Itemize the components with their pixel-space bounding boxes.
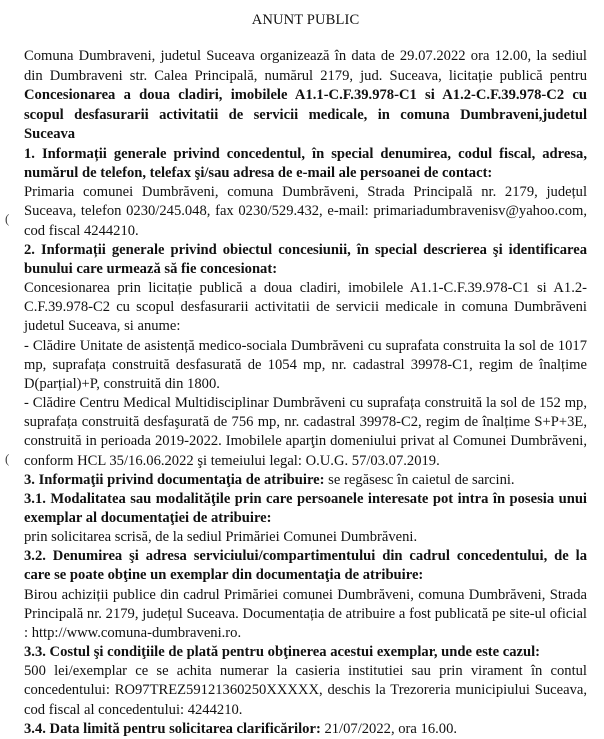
margin-mark: ( [5,451,10,466]
section-3-2-heading: 3.2. Denumirea şi adresa serviciului/compartimentului din cadrul concedentului, de la care se poate obţine un exemplar din documentaţia de atribuire: [24,548,587,584]
section-3-1 [24,490,587,547]
section-3-2 [24,547,587,643]
section-3-body: se regăsesc în caietul de sarcini. [324,471,515,488]
section-1-heading: 1. Informații generale privind concedentul, în special denumirea, codul fiscal, adresa, numărul de telefon, telefax şi/sau adresa de e-mail ale persoanei de contact: [24,146,587,182]
document-body [24,145,587,739]
section-3-2-body: Birou achiziții publice din cadrul Primăriei comunei Dumbrăveni, comuna Dumbrăveni, Strada Principală nr. 2179, județul Suceava. Documentația de atribuire a fost publicată pe site-ul oficial : http://www.comuna-dumbraveni.ro. [24,586,587,641]
section-3-heading: 3. Informaţii privind documentaţia de atribuire: [24,471,325,488]
section-3-1-body: prin solicitarea scrisă, de la sediul Primăriei Comunei Dumbrăveni. [24,529,418,546]
margin-mark: ( [5,211,10,226]
section-3-1-heading: 3.1. Modalitatea sau modalităţile prin care persoanele interesate pot intra în posesia unui exemplar al documentaţiei de atribuire: [24,490,587,526]
section-3 [24,471,587,490]
section-2-heading: 2. Informații generale privind obiectul concesiunii, în special descrierea şi identificarea bunului care urmează să fie concesionat: [24,241,587,277]
section-3-4-heading: 3.4. Data limită pentru solicitarea clarificărilor: [24,720,321,737]
section-1 [24,145,587,241]
section-3-4 [24,720,587,739]
building-item: - Clădire Centru Medical Multidisciplinar Dumbrăveni cu suprafața construită la sol de 152 mp, suprafața construită desfaşurată de 756 mp, nr. cadastral 39978-C2, regim de înalțime S+P+3E, construită in perioada 2019-2022. Imobilele aparţin domeniului privat al Comunei Dumbrăveni, conform HCL 35/16.06.2022 şi temeiului legal: O.U.G. 57/03.07.2019. [24,395,587,469]
section-3-3 [24,643,587,720]
section-1-body: Primaria comunei Dumbrăveni, comuna Dumbrăveni, Strada Principală nr. 2179, județul Suceava, telefon 0230/245.048, fax 0230/529.432, e-mail: primariadumbravenisv@yahoo.com, cod fiscal 4244210. [24,184,587,239]
document-title: ANUNT PUBLIC [251,12,360,28]
section-3-3-body: 500 lei/exemplar ce se achita numerar la casieria institutiei sau prin virament în contul concedentului: RO97TREZ59121360250XXXXX, deschis la Trezoreria municipiului Suceava, cod fiscal al concedentului: 4244210. [24,663,587,718]
section-3-4-body: 21/07/2022, ora 16.00. [320,720,458,737]
intro-text: Comuna Dumbraveni, judetul Suceava organizează în data de 29.07.2022 ora 12.00, la sediul din Dumbraveni str. Calea Principală, numărul 2179, jud. Suceava, licitație publică pentru [24,48,587,84]
intro-paragraph [24,47,587,145]
intro-subject: Concesionarea a doua cladiri, imobilele A1.1-C.F.39.978-C1 si A1.2-C.F.39.978-C2 cu scopul desfasurarii activitatii de servicii medicale, in comuna Dumbraveni,judetul Suceava [24,87,587,143]
section-3-3-heading: 3.3. Costul şi condiţiile de plată pentru obţinerea acestui exemplar, unde este cazul: [24,644,541,661]
section-2 [24,241,587,471]
section-2-body: Concesionarea prin licitație publică a doua cladiri, imobilele A1.1-C.F.39.978-C1 si A1.2-C.F.39.978-C2 cu scopul desfasurarii activitatii de servicii medicale in comuna Dumbrăveni judetul Suceava, si anume: [24,280,587,335]
building-item: - Clădire Unitate de asistență medico-sociala Dumbrăveni cu suprafata construita la sol de 1017 mp, suprafața construită desfasurată de 1054 mp, nr. cadastral 39978-C1, regim de înalțime D(parțial)+P, construită din 1800. [24,337,587,392]
